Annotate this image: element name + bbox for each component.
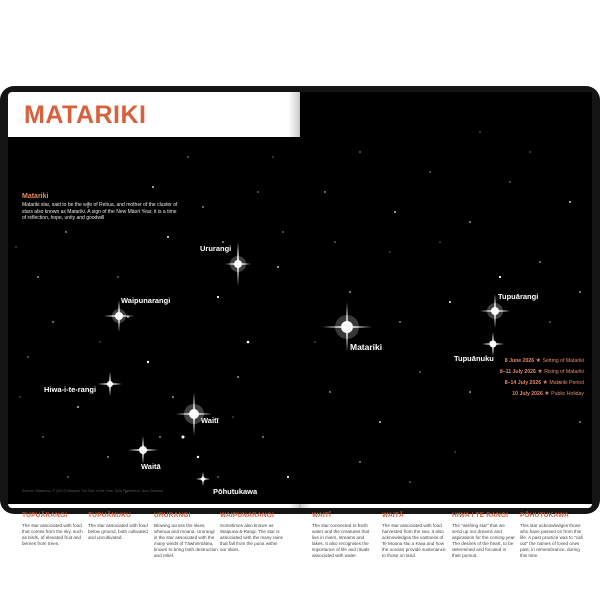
desc-waipunarangi bbox=[220, 512, 284, 553]
desc-text: The "wishing star" that we send up our dreams and aspirations for the coming year. The desires of the heart, to be determined and focused in their pursuit. bbox=[452, 523, 516, 558]
desc-text: The star associated with food harvested from the sea. It also acknowledges the vastness of Te Moana Nui a Kiwa and how the oceans provide sustenance to those on land. bbox=[382, 523, 446, 558]
label-waita: Waitā bbox=[141, 462, 161, 471]
label-ururangi: Ururangi bbox=[200, 244, 232, 253]
star-waiti-icon bbox=[174, 392, 214, 436]
desc-title: PŌHUTUKAWA bbox=[520, 512, 569, 519]
desc-text: The star connected to fresh water and the creatures that live in rivers, streams and lakes. It also recognises the importance of life and rituals associated with water. bbox=[312, 523, 370, 558]
star-symbol-icon: ★ bbox=[542, 380, 548, 386]
star-symbol-icon: ★ bbox=[537, 369, 543, 375]
desc-hiwa bbox=[452, 512, 516, 559]
desc-ururangi bbox=[154, 512, 218, 559]
star-field-right bbox=[300, 92, 592, 504]
desc-title: WAITĪ bbox=[312, 512, 332, 519]
desc-title: TUPUĀRANGI bbox=[22, 512, 68, 519]
right-page bbox=[300, 92, 592, 558]
desc-tupuarangi bbox=[22, 512, 86, 547]
star-symbol-icon: ★ bbox=[544, 391, 550, 397]
desc-text: The star associated with food below ground, both cultivated and uncultivated. bbox=[88, 523, 148, 540]
label-waiti: Waitī bbox=[201, 416, 219, 425]
source-citation: Source: Matamua, R (2017) Matariki The Star of the Year, Huia Publishers, New Zealand bbox=[22, 489, 163, 493]
star-waita-icon bbox=[128, 436, 158, 464]
date-row: 8–11 July 2026 ★ Rising of Matariki bbox=[499, 369, 584, 375]
desc-title: WAIPUNARANGI bbox=[220, 512, 275, 519]
desc-text: Sometimes also known as Waipuna-ā-Rangi. The star is associated with the many rains that fall from the puna within our skies. bbox=[220, 523, 283, 552]
desc-title: HIWA I TE RANGI bbox=[452, 512, 509, 519]
desc-title: URURANGI bbox=[154, 512, 191, 519]
star-symbol-icon: ★ bbox=[535, 358, 542, 364]
page-title: MATARIKI bbox=[24, 101, 147, 129]
label-matariki: Matariki bbox=[350, 342, 383, 352]
left-page bbox=[8, 92, 300, 558]
intro-title: Matariki bbox=[22, 193, 49, 200]
label-tupuanuku: Tupuānuku bbox=[454, 354, 494, 363]
star-hiwa-icon bbox=[98, 372, 122, 396]
date-row: 8 June 2026 ★ Setting of Matariki bbox=[504, 358, 584, 364]
label-tupuarangi: Tupuārangi bbox=[498, 292, 539, 301]
night-sky-right bbox=[300, 92, 592, 504]
intro-text: Matariki star, said to be the wife of Rehua, and mother of the cluster of stars also known as Matariki. A sign of the New Māori Year, it is a time of reflection, hope, unity and goodwill bbox=[22, 202, 178, 222]
label-waipunarangi: Waipunarangi bbox=[121, 296, 171, 305]
date-row: 8–14 July 2026 ★ Matariki Period bbox=[504, 380, 584, 386]
desc-tupuanuku bbox=[88, 512, 152, 541]
key-dates bbox=[500, 356, 584, 400]
star-tupuanuku-icon bbox=[482, 332, 504, 356]
label-pohutukawa: Pōhutukawa bbox=[213, 487, 258, 496]
star-pohutukawa-icon bbox=[196, 472, 210, 486]
date-row: 10 July 2026 ★ Public Holiday bbox=[512, 391, 584, 397]
desc-pohutukawa bbox=[520, 512, 584, 559]
desc-waita bbox=[382, 512, 446, 559]
desc-title: WAITĀ bbox=[382, 512, 404, 519]
desc-title: TUPUĀNUKU bbox=[88, 512, 131, 519]
intro-block bbox=[22, 194, 182, 222]
desc-text: Blowing across the skies, whenua and moana, Ururangi is the star associated with the many winds of Tāwhirimātea, known to bring both destruction and relief. bbox=[154, 523, 218, 558]
label-hiwa: Hiwa-i-te-rangi bbox=[44, 385, 97, 394]
desc-text: This star acknowledges those who have passed on from this life. A past practice was to "call out" the names of loved ones past, in remembrance, during this time. bbox=[520, 523, 583, 558]
desc-text: The star associated with food that comes from the sky, such as birds, of elevated fruit and berries from trees. bbox=[22, 523, 83, 546]
desc-waiti bbox=[312, 512, 376, 559]
